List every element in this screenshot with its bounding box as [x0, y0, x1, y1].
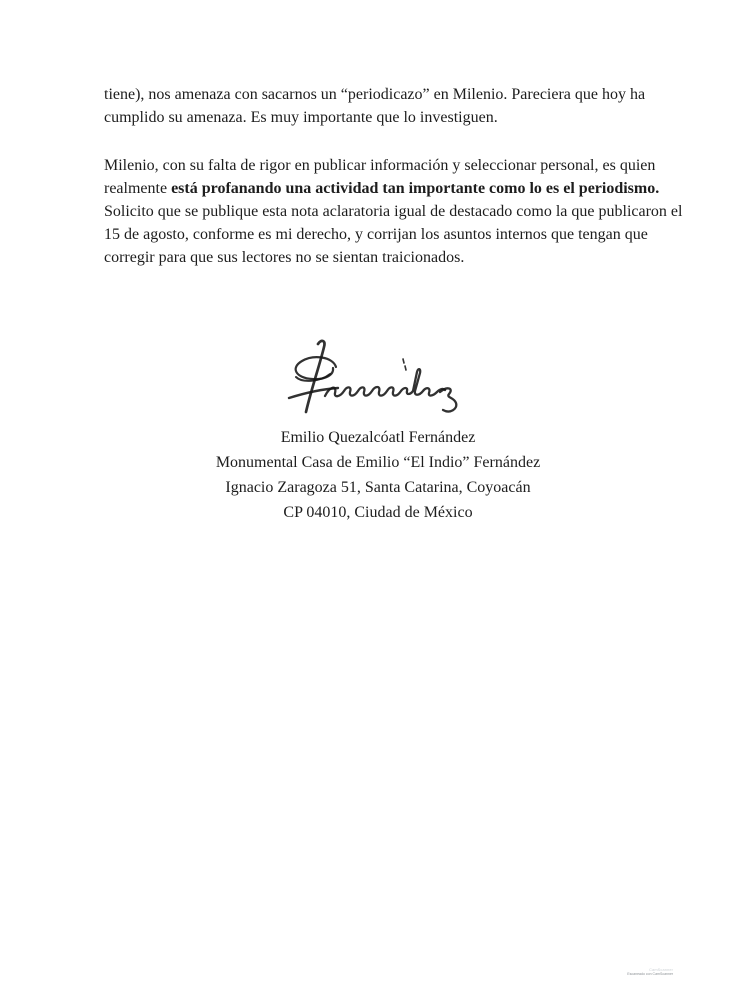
- text-line: 15 de agosto, conforme es mi derecho, y corrijan los asuntos internos que tengan que: [104, 226, 648, 243]
- text-line: Solicito que se publique esta nota aclaratoria igual de destacado como la que publicaron el: [104, 203, 683, 220]
- signer-name: Emilio Quezalcóatl Fernández: [280, 429, 476, 446]
- camscanner-logo: CamScanner: [648, 967, 673, 973]
- text-segment: realmente: [104, 180, 172, 197]
- paragraph-2: [104, 154, 682, 269]
- text-line: [104, 177, 682, 200]
- organization-name: Monumental Casa de Emilio “El Indio” Fernández: [215, 454, 541, 471]
- watermark-text: Escaneado con CamScanner: [627, 972, 673, 977]
- text-line: Milenio, con su falta de rigor en publicar información y seleccionar personal, es quien: [104, 157, 656, 174]
- city-postal: CP 04010, Ciudad de México: [283, 504, 473, 521]
- bold-text-segment: está profanando una actividad tan importante como lo es el periodismo.: [171, 180, 660, 197]
- watermark: [627, 968, 673, 976]
- paragraph-1: [104, 83, 645, 129]
- signature-block: [0, 425, 756, 525]
- street-address: Ignacio Zaragoza 51, Santa Catarina, Coyoacán: [225, 479, 531, 496]
- text-line: tiene), nos amenaza con sacarnos un “periodicazo” en Milenio. Pareciera que hoy ha: [104, 86, 646, 103]
- text-line: corregir para que sus lectores no se sientan traicionados.: [104, 249, 465, 266]
- signature-handwriting: [280, 333, 480, 428]
- text-line: cumplido su amenaza. Es muy importante que lo investiguen.: [104, 109, 498, 126]
